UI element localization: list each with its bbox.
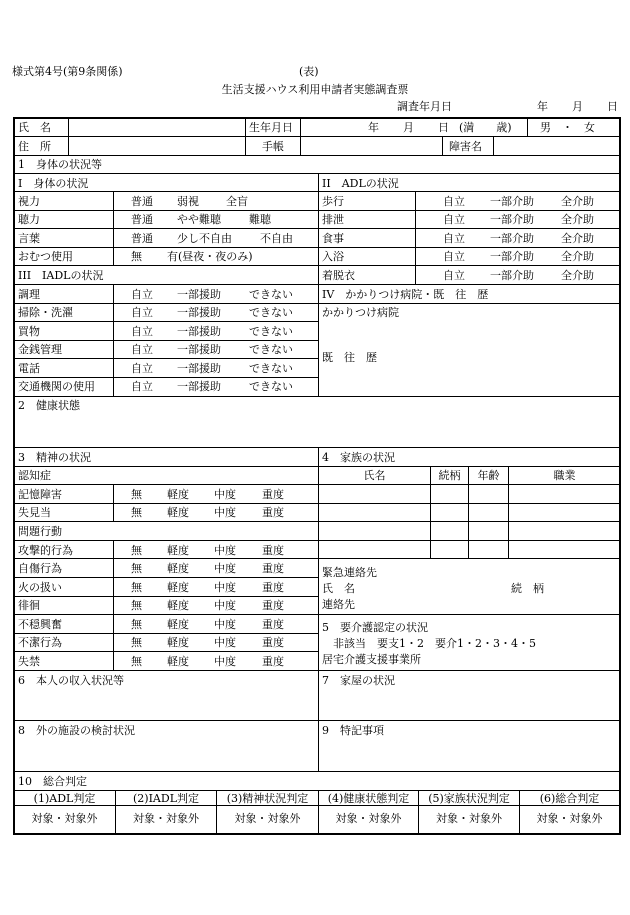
option: 自立 [443,213,465,226]
birth-label: 生年月日 [249,121,293,134]
option: 中度 [214,544,236,557]
option: 無 [131,655,142,668]
judgement-value: 対象・対象外 [436,812,502,825]
emergency-relation-label: 続 柄 [511,582,544,595]
emergency-contact-label: 緊急連絡先 [322,566,377,579]
option: できない [249,343,293,356]
history-label: 既 往 歴 [322,351,377,364]
iadl-status-title: III IADLの状況 [18,269,104,282]
care-office-label: 居宅介護支援事業所 [322,653,421,666]
option: 中度 [214,618,236,631]
disability-label: 障害名 [449,140,482,153]
option: 軽度 [167,636,189,649]
physical-label: 言葉 [18,232,40,245]
option: 自立 [443,269,465,282]
option: 軽度 [167,488,189,501]
judgement-value: 対象・対象外 [31,812,98,825]
physical-label: 視力 [18,195,40,208]
survey-date-label: 調査年月日 [397,100,452,113]
option: 無 [131,618,142,631]
survey-month: 月 [572,100,583,113]
option: 弱視 [177,195,199,208]
option: 軽度 [167,544,189,557]
adl-label: 排泄 [322,213,344,226]
emergency-phone-label: 連絡先 [322,598,355,611]
option: 無 [131,506,142,519]
option: できない [249,380,293,393]
option: 一部援助 [177,362,221,375]
adl-label: 着脱衣 [322,269,355,282]
judgement-col-overall: (6)総合判定 [539,792,600,805]
option: 少し不自由 [177,232,232,245]
option: 自立 [131,380,153,393]
option: 重度 [262,488,284,501]
option: 重度 [262,618,284,631]
family-col-age: 年齢 [477,469,500,482]
option: 一部介助 [490,250,534,263]
family-col-relation: 続柄 [438,469,461,482]
emergency-name-label: 氏 名 [322,582,355,595]
form-title: 生活支援ハウス利用申請者実態調査票 [221,83,409,96]
hospital-history-title: IV かかりつけ病院・既 往 歴 [322,288,489,301]
form-number: 様式第4号(第9条関係) [12,65,123,78]
behavior-item-label: 攻撃的行為 [18,544,73,557]
iadl-label: 金銭管理 [18,343,62,356]
option: 重度 [262,599,284,612]
option: 一部介助 [490,232,534,245]
adl-label: 歩行 [322,195,344,208]
sex-options: 男 ・ 女 [540,121,595,134]
option: 中度 [214,636,236,649]
option: 無 [131,488,142,501]
option: 重度 [262,581,284,594]
behavior-item-label: 不穏興奮 [18,618,62,631]
option: 無 [131,250,142,263]
option: 一部援助 [177,325,221,338]
section-5-title: 5 要介護認定の状況 [322,621,428,634]
dementia-item-label: 記憶障害 [18,488,62,501]
iadl-label: 掃除・洗濯 [18,306,73,319]
family-col-name: 氏名 [363,469,386,482]
behavior-label: 問題行動 [18,525,62,538]
option: 自立 [131,343,153,356]
adl-status-title: II ADLの状況 [322,177,399,190]
clinic-label: かかりつけ病院 [322,306,399,319]
option: 重度 [262,655,284,668]
judgement-col-adl: (1)ADL判定 [33,792,96,805]
option: 中度 [214,506,236,519]
option: 一部介助 [490,213,534,226]
option: 軽度 [167,581,189,594]
option: 一部援助 [177,380,221,393]
section-1-title: 1 身体の状況等 [18,158,102,171]
option: 一部介助 [490,195,534,208]
option: できない [249,288,293,301]
option: 有(昼夜・夜のみ) [167,250,253,263]
option: 難聴 [249,213,271,226]
survey-day: 日 [607,100,618,113]
option: 無 [131,636,142,649]
option: 普通 [131,213,153,226]
option: やや難聴 [177,213,221,226]
behavior-item-label: 失禁 [18,655,40,668]
name-label: 氏 名 [18,121,51,134]
option: 軽度 [167,562,189,575]
notebook-label: 手帳 [262,140,284,153]
option: 重度 [262,544,284,557]
option: 自立 [443,250,465,263]
judgement-col-iadl: (2)IADL判定 [133,792,199,805]
adl-label: 入浴 [322,250,344,263]
dementia-item-label: 失見当 [18,506,51,519]
option: できない [249,306,293,319]
option: 中度 [214,599,236,612]
iadl-label: 交通機関の使用 [18,380,95,393]
option: 重度 [262,636,284,649]
option: 無 [131,599,142,612]
section-10-title: 10 総合判定 [18,775,87,788]
section-2-title: 2 健康状態 [18,399,80,412]
iadl-label: 買物 [18,325,40,338]
judgement-value: 対象・対象外 [234,812,301,825]
judgement-value: 対象・対象外 [335,812,402,825]
option: 全介助 [561,269,594,282]
care-level-options: 非該当 要支1・2 要介1・2・3・4・5 [333,637,536,650]
option: 一部介助 [490,269,534,282]
option: 一部援助 [177,288,221,301]
option: 全介助 [561,250,594,263]
option: 自立 [131,288,153,301]
behavior-item-label: 不潔行為 [18,636,62,649]
option: 自立 [443,232,465,245]
adl-label: 食事 [322,232,344,245]
option: 軽度 [167,506,189,519]
option: 軽度 [167,618,189,631]
behavior-item-label: 火の扱い [18,581,62,594]
option: 重度 [262,562,284,575]
physical-label: 聴力 [18,213,40,226]
form-side: (表) [299,65,319,78]
family-col-occupation: 職業 [553,469,576,482]
option: 中度 [214,655,236,668]
section-9-title: 9 特記事項 [322,724,384,737]
section-6-title: 6 本人の収入状況等 [18,674,124,687]
option: 一部援助 [177,306,221,319]
physical-status-title: I 身体の状況 [18,177,89,190]
option: 全介助 [561,213,594,226]
behavior-item-label: 徘徊 [18,599,40,612]
option: 普通 [131,232,153,245]
physical-label: おむつ使用 [18,250,73,263]
birth-day: 日 [438,121,449,134]
option: 重度 [262,506,284,519]
option: 中度 [214,562,236,575]
section-4-title: 4 家族の状況 [322,451,395,464]
option: 中度 [214,488,236,501]
section-8-title: 8 外の施設の検討状況 [18,724,135,737]
section-3-title: 3 精神の状況 [18,451,91,464]
option: できない [249,362,293,375]
option: 軽度 [167,599,189,612]
address-label: 住 所 [18,140,51,153]
iadl-label: 電話 [18,362,40,375]
judgement-value: 対象・対象外 [536,812,603,825]
option: 不自由 [260,232,293,245]
judgement-value: 対象・対象外 [133,812,199,825]
iadl-label: 調理 [18,288,40,301]
option: 全介助 [561,195,594,208]
option: 自立 [131,362,153,375]
option: 全介助 [561,232,594,245]
option: 軽度 [167,655,189,668]
option: 自立 [131,306,153,319]
option: 全盲 [226,195,248,208]
option: 無 [131,562,142,575]
option: 中度 [214,581,236,594]
option: 自立 [443,195,465,208]
birth-month: 月 [403,121,414,134]
behavior-item-label: 自傷行為 [18,562,62,575]
option: 無 [131,581,142,594]
birth-year: 年 [368,121,379,134]
option: 普通 [131,195,153,208]
section-7-title: 7 家屋の状況 [322,674,395,687]
judgement-col-mental: (3)精神状況判定 [226,792,309,805]
option: 一部援助 [177,343,221,356]
judgement-col-family: (5)家族状況判定 [428,792,510,805]
judgement-col-health: (4)健康状態判定 [327,792,410,805]
age-field: (満 歳) [459,121,512,134]
survey-year: 年 [537,100,548,113]
dementia-label: 認知症 [18,469,51,482]
option: 自立 [131,325,153,338]
option: 無 [131,544,142,557]
option: できない [249,325,293,338]
